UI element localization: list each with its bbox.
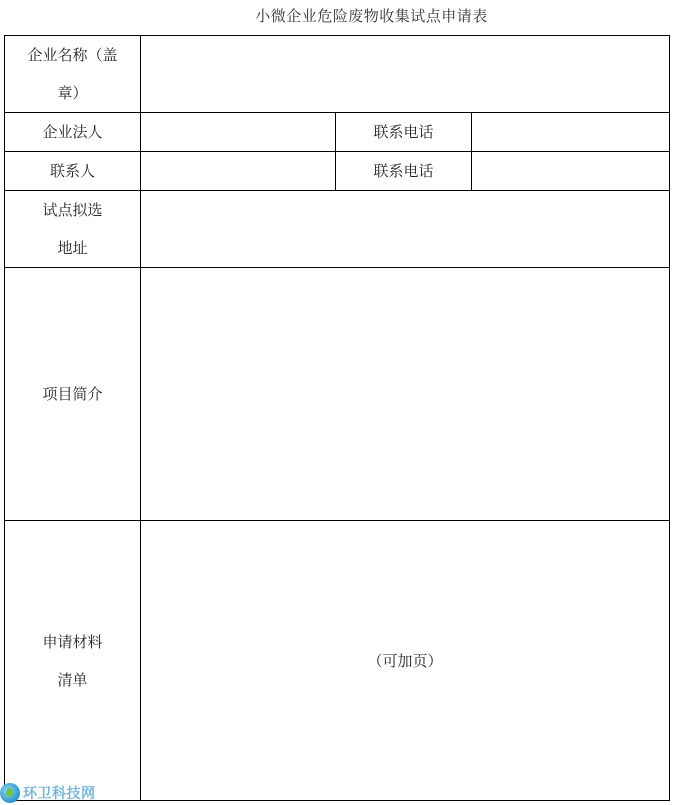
company-name-field[interactable] [141,36,670,113]
legal-rep-label: 企业法人 [5,113,141,152]
site-address-field[interactable] [141,191,670,268]
project-intro-field[interactable] [141,268,670,521]
company-name-label-line2: 章） [57,84,88,102]
materials-note: （可加页） [367,651,443,670]
materials-label-line2: 清单 [57,670,88,689]
contact-label: 联系人 [5,152,141,191]
phone-field-2[interactable] [472,152,670,191]
droplet-logo-icon [0,783,20,803]
watermark-text: 环卫科技网 [23,785,96,802]
row-site-address [5,191,670,268]
form-title: 小微企业危险废物收集试点申请表 [255,7,488,25]
phone-label-2: 联系电话 [336,152,472,191]
phone-field-1[interactable] [472,113,670,152]
phone-label-1: 联系电话 [336,113,472,152]
row-contact [5,152,670,191]
site-address-label [5,191,141,268]
legal-rep-field[interactable] [141,113,336,152]
project-intro-label: 项目简介 [5,268,141,521]
materials-label [5,521,141,801]
materials-label-line1: 申请材料 [42,632,103,651]
contact-field[interactable] [141,152,336,191]
application-form-table [4,35,670,801]
materials-field[interactable] [141,521,670,801]
row-materials [5,521,670,801]
company-name-label [5,36,141,113]
row-project-intro [5,268,670,521]
company-name-label-line1: 企业名称（盖 [27,46,118,64]
watermark [0,780,96,805]
row-legal-rep [5,113,670,152]
row-company-name [5,36,670,113]
site-label-line1: 试点拟选 [42,201,103,219]
site-label-line2: 地址 [57,239,88,257]
